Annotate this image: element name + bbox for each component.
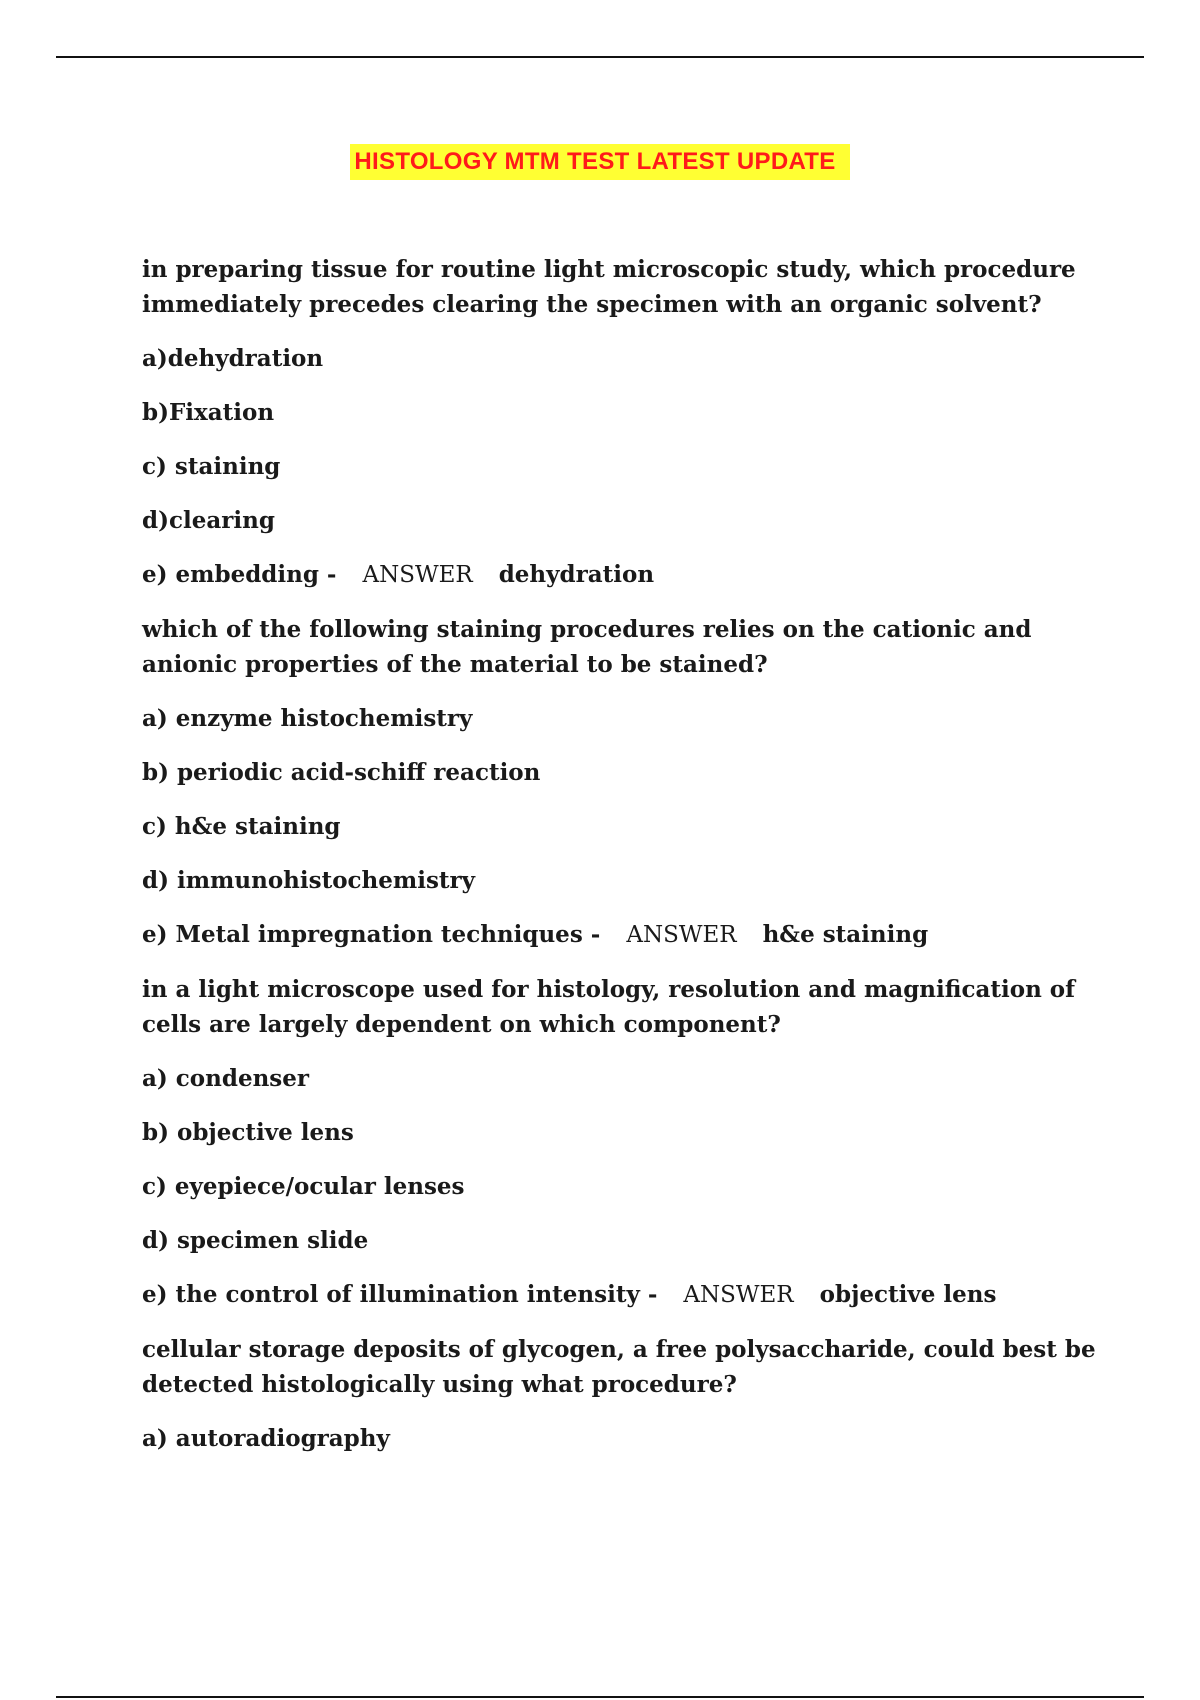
answer-option: e) embedding - bbox=[142, 561, 337, 588]
answer-option: d)clearing bbox=[142, 507, 275, 534]
answer-value: h&e staining bbox=[762, 921, 929, 948]
answer-option: a) enzyme histochemistry bbox=[142, 705, 473, 732]
answer-option: d) specimen slide bbox=[142, 1227, 369, 1254]
answer-label: ANSWER bbox=[683, 1282, 794, 1308]
document-title: HISTOLOGY MTM TEST LATEST UPDATE bbox=[350, 144, 849, 180]
title-block bbox=[0, 144, 1200, 180]
answer-option: b)Fixation bbox=[142, 399, 275, 426]
answer-value: dehydration bbox=[498, 561, 655, 588]
answer-line bbox=[142, 1277, 1102, 1313]
bottom-rule bbox=[56, 1696, 1144, 1698]
question-stem: in preparing tissue for routine light microscopic study, which procedure immediately precedes clearing the specimen with an organic solvent? bbox=[142, 256, 1076, 318]
answer-option: a) autoradiography bbox=[142, 1425, 390, 1452]
answer-option: c) eyepiece/ocular lenses bbox=[142, 1173, 465, 1200]
answer-option: a) condenser bbox=[142, 1065, 309, 1092]
answer-option: e) the control of illumination intensity - bbox=[142, 1281, 658, 1308]
answer-value: objective lens bbox=[819, 1281, 997, 1308]
top-rule bbox=[56, 56, 1144, 58]
question-stem: cellular storage deposits of glycogen, a free polysaccharide, could best be detected histologically using what procedure? bbox=[142, 1336, 1096, 1398]
answer-option: b) periodic acid-schiff reaction bbox=[142, 759, 541, 786]
question-list bbox=[142, 252, 1102, 1475]
answer-label: ANSWER bbox=[362, 562, 473, 588]
answer-line bbox=[142, 557, 1102, 593]
answer-option: c) staining bbox=[142, 453, 281, 480]
question-stem: in a light microscope used for histology, resolution and magnification of cells are largely dependent on which component? bbox=[142, 976, 1076, 1038]
answer-option: e) Metal impregnation techniques - bbox=[142, 921, 601, 948]
answer-option: d) immunohistochemistry bbox=[142, 867, 476, 894]
answer-option: b) objective lens bbox=[142, 1119, 354, 1146]
question-stem: which of the following staining procedures relies on the cationic and anionic properties of the material to be stained? bbox=[142, 616, 1032, 678]
answer-label: ANSWER bbox=[626, 922, 737, 948]
answer-option: a)dehydration bbox=[142, 345, 324, 372]
answer-line bbox=[142, 917, 1102, 953]
answer-option: c) h&e staining bbox=[142, 813, 341, 840]
